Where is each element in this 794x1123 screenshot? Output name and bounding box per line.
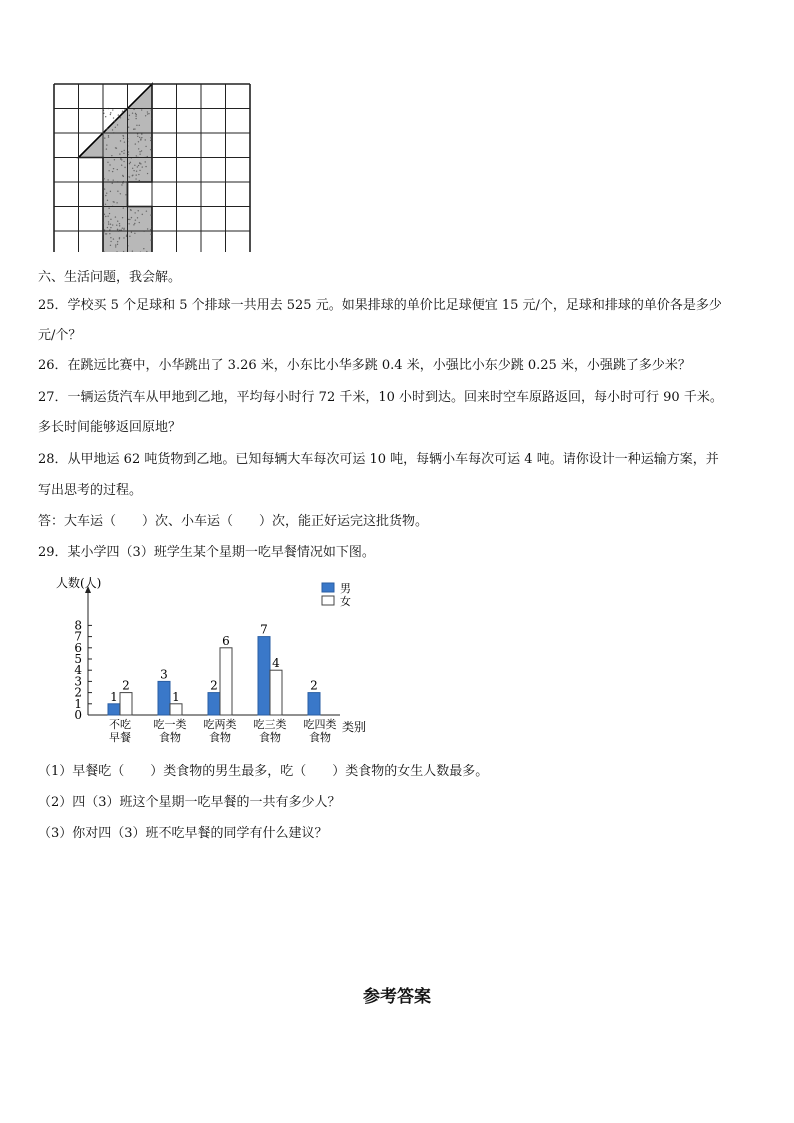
shape-speckle xyxy=(131,232,132,233)
shape-speckle xyxy=(148,113,149,114)
shape-speckle xyxy=(134,165,135,166)
shape-speckle xyxy=(107,200,108,201)
shape-speckle xyxy=(118,114,119,115)
question-28-line-1: 28．从甲地运 62 吨货物到乙地。已知每辆大车每次可运 10 吨，每辆小车每次可运 4 吨。请你设计一种运输方案，并 xyxy=(38,452,719,467)
shape-speckle xyxy=(128,223,129,224)
category-label-2-0: 吃两类 xyxy=(203,718,237,731)
shape-speckle xyxy=(114,159,115,160)
category-label-3-1: 食物 xyxy=(259,731,281,744)
question-28-line-2: 写出思考的过程。 xyxy=(38,483,143,498)
shape-speckle xyxy=(136,125,137,126)
shape-speckle xyxy=(105,233,106,234)
subquestion-3: （3）你对四（3）班不吃早餐的同学有什么建议？ xyxy=(38,826,328,841)
shape-speckle xyxy=(121,164,122,165)
shape-speckle xyxy=(130,162,131,163)
chart-y-axis-label: 人数(人) xyxy=(56,576,102,590)
shape-speckle xyxy=(123,135,124,136)
shape-speckle xyxy=(109,233,110,234)
shape-speckle xyxy=(117,229,118,230)
subquestion-2: （2）四（3）班这个星期一吃早餐的一共有多少人？ xyxy=(38,795,341,810)
shape-speckle xyxy=(132,251,133,252)
shape-speckle xyxy=(117,241,118,242)
category-label-4-1: 食物 xyxy=(309,731,331,744)
shape-speckle xyxy=(108,135,109,136)
shape-speckle xyxy=(116,202,117,203)
chart-y-tick-label: 4 xyxy=(74,663,82,678)
shape-speckle xyxy=(129,219,130,220)
shape-speckle xyxy=(138,210,139,211)
shape-speckle xyxy=(145,146,146,147)
shape-speckle xyxy=(108,208,109,209)
shape-speckle xyxy=(137,166,138,167)
shape-speckle xyxy=(104,178,105,179)
shape-speckle xyxy=(147,173,148,174)
shape-speckle xyxy=(139,151,140,152)
shape-speckle xyxy=(124,150,125,151)
shape-speckle xyxy=(128,119,129,120)
shape-speckle xyxy=(119,237,120,238)
shape-speckle xyxy=(111,155,112,156)
shape-notch xyxy=(128,182,153,207)
shape-speckle xyxy=(135,113,136,114)
shape-speckle xyxy=(123,207,124,208)
shape-speckle xyxy=(121,184,122,185)
category-label-0-0: 不吃 xyxy=(109,718,131,731)
chart-y-tick-label: 8 xyxy=(74,618,82,633)
shape-speckle xyxy=(122,217,123,218)
chart-categories xyxy=(109,717,337,744)
shape-speckle xyxy=(150,229,151,230)
shape-speckle xyxy=(106,193,107,194)
bar-label-boys-0: 1 xyxy=(110,689,118,704)
bar-boys-2 xyxy=(208,693,220,715)
shape-speckle xyxy=(132,113,133,114)
shape-speckle xyxy=(137,136,138,137)
grid-shape xyxy=(79,84,153,252)
category-label-1-0: 吃一类 xyxy=(153,718,187,731)
shape-speckle xyxy=(110,224,111,225)
question-27-line-1: 27．一辆运货汽车从甲地到乙地，平均每小时行 72 千米，10 小时到达。回来时空车原路返回，每小时可行 90 千米。 xyxy=(38,390,723,405)
shape-speckle xyxy=(135,118,136,119)
shape-speckle xyxy=(110,219,111,220)
shape-speckle xyxy=(132,168,133,169)
shape-speckle xyxy=(113,179,114,180)
shape-speckle xyxy=(107,179,108,180)
chart-y-tick-label: 2 xyxy=(74,685,82,700)
shape-speckle xyxy=(138,148,139,149)
shape-speckle xyxy=(123,228,124,229)
shape-speckle xyxy=(135,178,136,179)
bar-girls-2 xyxy=(220,648,232,715)
shape-speckle xyxy=(113,168,114,169)
shape-speckle xyxy=(116,225,117,226)
shape-speckle xyxy=(108,170,109,171)
section-heading: 六、生活问题，我会解。 xyxy=(38,270,182,285)
chart-y-ticks xyxy=(74,618,92,722)
shape-speckle xyxy=(133,224,134,225)
shape-speckle xyxy=(131,217,132,218)
shape-speckle xyxy=(139,137,140,138)
bar-boys-3 xyxy=(258,637,270,715)
shape-speckle xyxy=(124,141,125,142)
question-29: 29．某小学四（3）班学生某个星期一吃早餐情况如下图。 xyxy=(38,545,375,560)
legend-label-0: 男 xyxy=(340,582,351,595)
shape-speckle xyxy=(123,153,124,154)
shape-speckle xyxy=(135,219,136,220)
bar-girls-0 xyxy=(120,693,132,715)
bar-label-boys-1: 3 xyxy=(160,667,168,682)
chart-y-tick-label: 7 xyxy=(74,629,82,644)
shape-speckle xyxy=(124,167,125,168)
legend-label-1: 女 xyxy=(340,595,351,608)
grid-lines xyxy=(54,84,250,252)
bar-boys-0 xyxy=(108,704,120,715)
shape-speckle xyxy=(115,127,116,128)
shape-speckle xyxy=(134,128,135,129)
shape-speckle xyxy=(128,219,129,220)
shape-speckle xyxy=(113,201,114,202)
shape-speckle xyxy=(110,237,111,238)
shape-speckle xyxy=(141,109,142,110)
shape-speckle xyxy=(122,182,123,183)
shape-speckle xyxy=(114,120,115,121)
legend-swatch-1 xyxy=(322,596,334,605)
bar-girls-3 xyxy=(270,670,282,715)
shape-speckle xyxy=(105,116,106,117)
shape-speckle xyxy=(112,129,113,130)
shape-speckle xyxy=(139,125,140,126)
shape-body xyxy=(79,84,153,252)
bar-label-boys-4: 2 xyxy=(310,678,318,693)
shape-speckle xyxy=(138,141,139,142)
question-25-line-1: 25．学校买 5 个足球和 5 个排球一共用去 525 元。如果排球的单价比足球便宜 15 元/个，足球和排球的单价各是多少 xyxy=(38,298,722,313)
chart-legend xyxy=(322,582,351,608)
shape-speckle xyxy=(110,227,111,228)
shape-speckle xyxy=(125,194,126,195)
shape-speckle xyxy=(110,191,111,192)
shape-speckle xyxy=(147,113,148,114)
shape-speckle xyxy=(143,248,144,249)
shape-speckle xyxy=(147,228,148,229)
bar-label-boys-3: 7 xyxy=(260,622,268,637)
question-25-line-2: 元/个？ xyxy=(38,328,82,343)
shape-speckle xyxy=(142,214,143,215)
category-label-3-0: 吃三类 xyxy=(253,718,287,731)
question-27-line-2: 多长时间能够返回原地？ xyxy=(38,420,182,435)
chart-y-tick-label: 6 xyxy=(74,640,82,655)
shape-speckle xyxy=(145,161,146,162)
shape-speckle xyxy=(117,244,118,245)
category-label-1-1: 食物 xyxy=(159,731,181,744)
shape-speckle xyxy=(139,170,140,171)
shape-speckle xyxy=(110,112,111,113)
shape-speckle xyxy=(128,127,129,128)
shape-speckle xyxy=(120,140,121,141)
shape-speckle xyxy=(108,221,109,222)
shape-speckle xyxy=(105,216,106,217)
chart-bars xyxy=(108,623,320,715)
shape-speckle xyxy=(150,137,151,138)
shape-speckle xyxy=(139,162,140,163)
shape-speckle xyxy=(108,136,109,137)
shape-speckle xyxy=(117,221,118,222)
shape-speckle xyxy=(150,140,151,141)
question-26: 26．在跳远比赛中，小华跳出了 3.26 米，小东比小华多跳 0.4 米，小强比小东少跳 0.25 米，小强跳了多少米？ xyxy=(38,358,691,373)
bar-label-girls-0: 2 xyxy=(122,678,130,693)
shape-speckle xyxy=(115,246,116,247)
shape-speckle xyxy=(135,115,136,116)
shape-speckle xyxy=(117,191,118,192)
shape-speckle xyxy=(117,169,118,170)
shape-speckle xyxy=(130,210,131,211)
category-label-2-1: 食物 xyxy=(209,731,231,744)
chart-y-tick-label: 1 xyxy=(74,696,82,711)
shape-speckle xyxy=(112,109,113,110)
shape-speckle xyxy=(138,165,139,166)
shape-speckle xyxy=(113,238,114,239)
shape-speckle xyxy=(105,195,106,196)
shape-speckle xyxy=(141,150,142,151)
breakfast-bar-chart xyxy=(50,573,380,753)
shape-speckle xyxy=(134,233,135,234)
shape-speckle xyxy=(139,222,140,223)
shape-speckle xyxy=(136,155,137,156)
answer-line-28: 答：大车运（ ）次、小车运（ ）次，能正好运完这批货物。 xyxy=(38,514,429,529)
shape-speckle xyxy=(109,164,110,165)
shape-speckle xyxy=(150,214,151,215)
shape-speckle xyxy=(121,151,122,152)
shape-speckle xyxy=(136,174,137,175)
shape-speckle xyxy=(120,193,121,194)
shape-speckle xyxy=(129,115,130,116)
bar-boys-4 xyxy=(308,693,320,715)
bar-girls-1 xyxy=(170,704,182,715)
shape-speckle xyxy=(123,176,124,177)
shape-speckle xyxy=(147,111,148,112)
shape-speckle xyxy=(134,212,135,213)
shape-speckle xyxy=(135,143,136,144)
subquestion-1: （1）早餐吃（ ）类食物的男生最多，吃（ ）类食物的女生人数最多。 xyxy=(38,764,489,779)
shape-speckle xyxy=(104,214,105,215)
shape-speckle xyxy=(120,117,121,118)
shape-speckle xyxy=(134,223,135,224)
shape-speckle xyxy=(108,223,109,224)
shape-speckle xyxy=(110,114,111,115)
shape-speckle xyxy=(145,115,146,116)
shape-speckle xyxy=(123,138,124,139)
answer-heading: 参考答案 xyxy=(363,987,431,1007)
legend-swatch-0 xyxy=(322,583,334,592)
shape-speckle xyxy=(150,149,151,150)
shape-speckle xyxy=(116,148,117,149)
shape-speckle xyxy=(105,204,106,205)
shape-speckle xyxy=(107,227,108,228)
shape-speckle xyxy=(107,162,108,163)
shape-speckle xyxy=(119,153,120,154)
shape-speckle xyxy=(120,158,121,159)
bar-label-girls-2: 6 xyxy=(222,633,230,648)
shape-speckle xyxy=(142,166,143,167)
shape-speckle xyxy=(138,174,139,175)
shape-speckle xyxy=(136,171,137,172)
shape-speckle xyxy=(139,153,140,154)
shape-speckle xyxy=(139,180,140,181)
category-label-0-1: 早餐 xyxy=(109,731,131,744)
shape-speckle xyxy=(133,129,134,130)
bar-boys-1 xyxy=(158,681,170,715)
chart-y-tick-label: 5 xyxy=(74,652,82,666)
shape-speckle xyxy=(129,236,130,237)
shape-speckle xyxy=(104,188,105,189)
shape-speckle xyxy=(145,139,146,140)
shape-speckle xyxy=(110,245,111,246)
shape-speckle xyxy=(107,215,108,216)
shape-speckle xyxy=(110,241,111,242)
shape-speckle xyxy=(123,161,124,162)
shape-speckle xyxy=(124,109,125,110)
shape-speckle xyxy=(106,128,107,129)
shape-speckle xyxy=(119,223,120,224)
bar-label-boys-2: 2 xyxy=(210,678,218,693)
shape-speckle xyxy=(123,237,124,238)
chart-y-tick-label: 3 xyxy=(74,674,82,689)
shape-speckle xyxy=(112,224,113,225)
shape-speckle xyxy=(146,210,147,211)
shape-speckle xyxy=(119,225,120,226)
shape-speckle xyxy=(112,183,113,184)
shape-speckle xyxy=(109,213,110,214)
chart-y-tick-label: 0 xyxy=(74,708,82,722)
shape-speckle xyxy=(122,227,123,228)
bar-label-girls-3: 4 xyxy=(272,656,280,671)
shape-speckle xyxy=(145,166,146,167)
bar-label-girls-1: 1 xyxy=(172,689,180,704)
shape-speckle xyxy=(141,133,142,134)
shape-speckle xyxy=(112,171,113,172)
shape-speckle xyxy=(132,175,133,176)
shape-speckle xyxy=(106,144,107,145)
shape-speckle xyxy=(141,137,142,138)
shape-speckle xyxy=(122,112,123,113)
shape-speckle xyxy=(106,148,107,149)
shape-speckle xyxy=(122,111,123,112)
chart-x-axis-label: 类别 xyxy=(342,720,367,734)
shape-speckle xyxy=(129,163,130,164)
shape-speckle xyxy=(104,137,105,138)
shape-speckle xyxy=(137,217,138,218)
shape-speckle xyxy=(117,124,118,125)
shape-speckle xyxy=(140,138,141,139)
shape-speckle xyxy=(133,170,134,171)
shape-speckle xyxy=(109,229,110,230)
shape-speckle xyxy=(115,216,116,217)
shape-speckle xyxy=(113,117,114,118)
shape-speckle xyxy=(115,244,116,245)
category-label-4-0: 吃四类 xyxy=(303,718,337,731)
shape-speckle xyxy=(129,176,130,177)
grid-figure xyxy=(52,82,252,252)
